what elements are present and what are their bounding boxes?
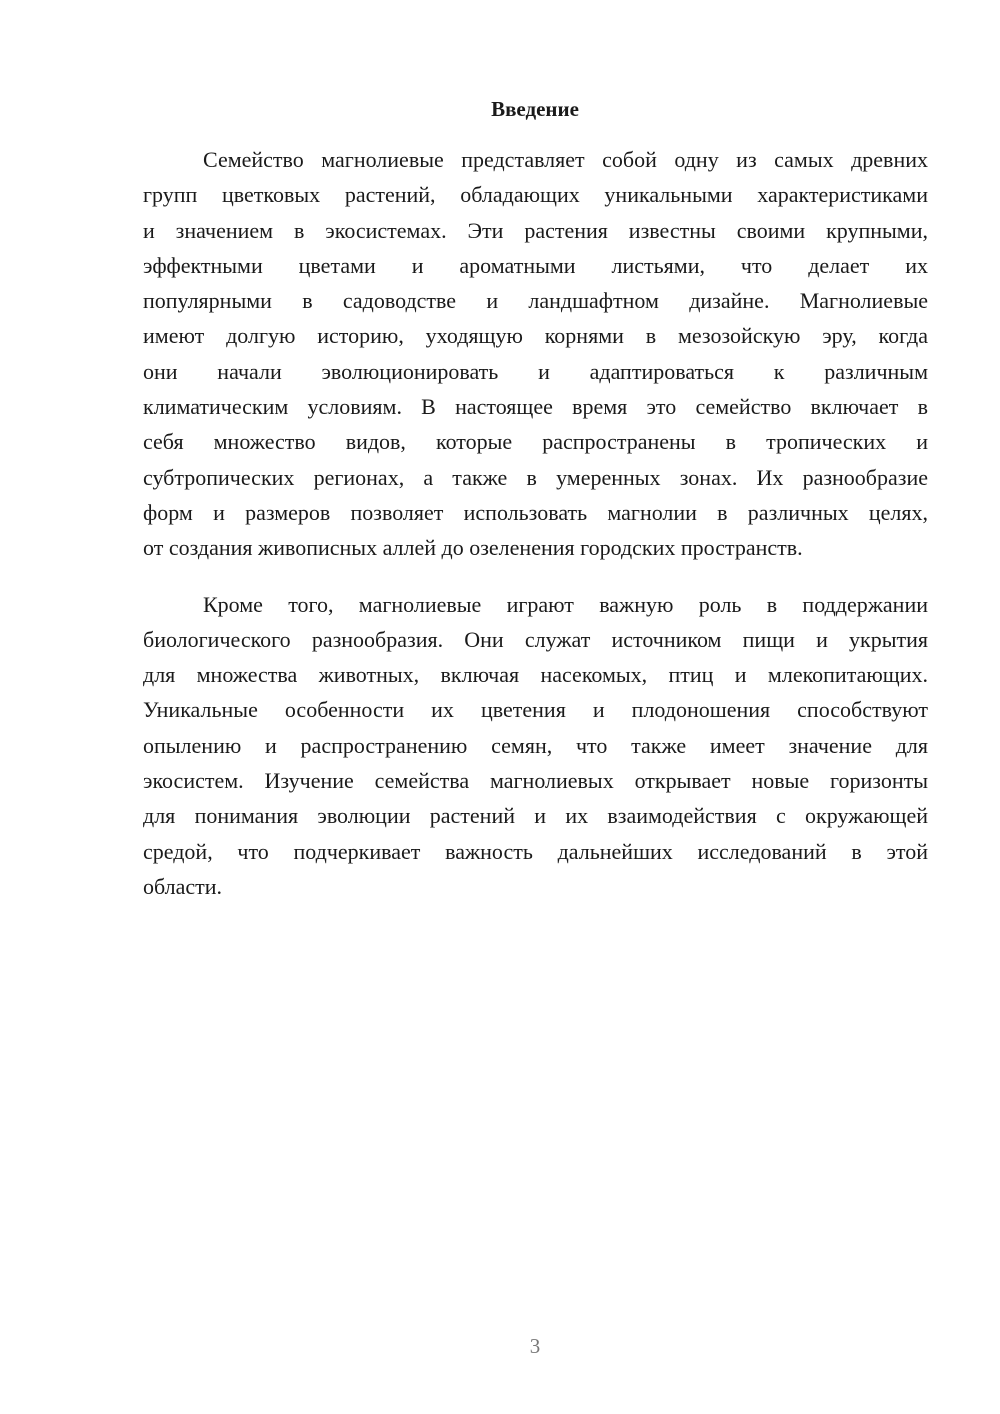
text-line: имеют долгую историю, уходящую корнями в мезозойскую эру, когда (143, 323, 928, 349)
text-line: форм и размеров позволяет использовать магнолии в различных целях, (143, 499, 928, 525)
text-line: средой, что подчеркивает важность дальнейших исследований в этой (143, 838, 928, 864)
text-line: популярными в садоводстве и ландшафтном дизайне. Магнолиевые (143, 288, 928, 314)
text-line: эффектными цветами и ароматными листьями, что делает их (143, 252, 928, 278)
text-line: Кроме того, магнолиевые играют важную роль в поддержании (203, 591, 928, 617)
text-line: для понимания эволюции растений и их взаимодействия с окружающей (143, 803, 928, 829)
text-line: Семейство магнолиевые представляет собой одну из самых древних (203, 147, 928, 172)
paragraph (143, 142, 928, 566)
text-line: биологического разнообразия. Они служат источником пищи и укрытия (143, 626, 928, 652)
text-line: субтропических регионах, а также в умеренных зонах. Их разнообразие (143, 464, 928, 490)
page-number: 3 (529, 1334, 541, 1358)
text-line: области. (143, 873, 223, 899)
document-body (143, 142, 928, 904)
text-line: от создания живописных аллей до озеленения городских пространств. (143, 535, 803, 561)
text-line: групп цветковых растений, обладающих уникальными характеристиками (143, 182, 928, 208)
text-line: и значением в экосистемах. Эти растения известны своими крупными, (143, 217, 928, 243)
text-line: себя множество видов, которые распространены в тропических и (143, 429, 928, 455)
text-line: экосистем. Изучение семейства магнолиевых открывает новые горизонты (143, 768, 928, 794)
text-line: они начали эволюционировать и адаптироваться к различным (143, 358, 928, 384)
text-line: для множества животных, включая насекомых, птиц и млекопитающих. (143, 662, 928, 688)
text-line: Уникальные особенности их цветения и плодоношения способствуют (143, 697, 928, 723)
paragraph (143, 587, 928, 905)
text-line: климатическим условиям. В настоящее время это семейство включает в (143, 394, 928, 420)
section-heading: Введение (491, 97, 579, 121)
text-line: опылению и распространению семян, что также имеет значение для (143, 732, 928, 758)
